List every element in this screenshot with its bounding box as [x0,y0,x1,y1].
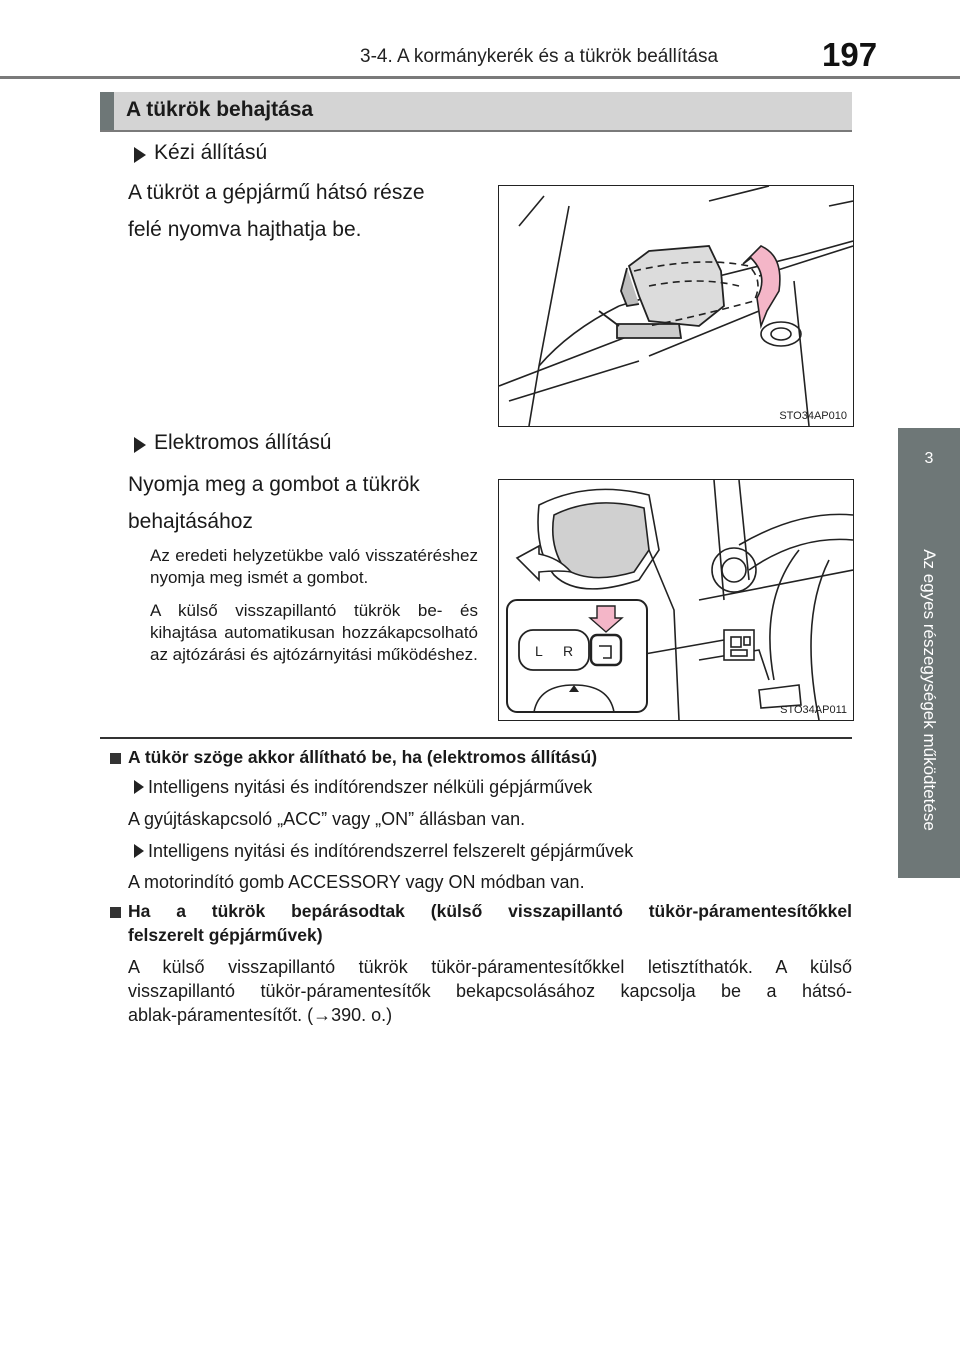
running-header-section: 3-4. A kormánykerék és a tükrök beállítása [360,46,719,67]
note1-item1-label: Intelligens nyitási és indítórendszer nélküli gépjárművek [148,777,593,797]
note1-item2-text: A motorindító gomb ACCESSORY vagy ON módban van. [128,872,585,892]
bullet-triangle-icon [134,437,146,453]
electric-title: Elektromos állítású [154,431,332,454]
electric-note-restore: Az eredeti helyzetükbe való visszatéréshez nyomja meg ismét a gombot. [150,546,478,587]
header-rule [0,76,960,79]
manual-title: Kézi állítású [154,141,268,164]
note2-body-line3 [128,1004,852,1027]
figure-code: STO34AP010 [779,410,847,422]
page-reference-arrow-icon: → [313,1005,332,1025]
electric-text-line1: Nyomja meg a gombot a tükrök [128,473,420,496]
manual-mirror-illustration [499,186,853,426]
section-heading-accent [100,92,114,130]
section-heading-rule [100,130,852,132]
bullet-triangle-icon [134,780,144,794]
mirror-fold-button [591,635,621,665]
manual-text-line1: A tükröt a gépjármű hátsó része [128,181,425,204]
manual-text-line2: felé nyomva hajthatja be. [128,218,362,241]
note2-body-line1: A külső visszapillantó tükrök tükör-páramentesítőkkel letisztíthatók. A külső [128,957,852,977]
page-number: 197 [822,36,878,73]
electric-note-auto: A külső visszapillantó tükrök be- és kihajtása automatikusan hozzákapcsolható az ajtózárási és ajtózárnyitási működéshez. [150,601,478,664]
bullet-triangle-icon [134,844,144,858]
note2-body-prefix: ablak-páramentesítőt. ( [128,1005,314,1025]
note-square-icon [110,753,121,764]
chapter-title: Az egyes részegységek működtetése [920,549,939,831]
note2-title-line2: felszerelt gépjárművek) [128,925,323,945]
figure-electric-mirror-switch [498,479,854,721]
chapter-number: 3 [924,450,934,467]
note-square-icon [110,907,121,918]
electric-text-line2: behajtásához [128,510,253,533]
section-heading: A tükrök behajtása [126,98,314,121]
page-reference-link[interactable]: 390. o.) [331,1005,393,1025]
fold-direction-arrow-icon [743,246,780,326]
switch-right-label: R [563,643,574,659]
note2-body-line2: visszapillantó tükör-páramentesítők bekapcsolásához kapcsolja be a hátsó- [128,981,852,1001]
figure-code: STO34AP011 [780,704,847,716]
lr-selector-switch [519,630,589,670]
note2-title-line1: Ha a tükrök bepárásodtak (külső visszapillantó tükör-páramentesítőkkel [128,901,852,921]
note1-item1-text: A gyújtáskapcsoló „ACC” vagy „ON” állásban van. [128,809,526,829]
bullet-triangle-icon [134,147,146,163]
note1-item2-label: Intelligens nyitási és indítórendszerrel felszerelt gépjárművek [148,841,634,861]
switch-left-label: L [535,643,543,659]
section-divider [100,737,852,739]
figure-manual-mirror-fold [498,185,854,427]
electric-mirror-illustration [499,480,853,720]
note1-title: A tükör szöge akkor állítható be, ha (elektromos állítású) [128,747,598,767]
